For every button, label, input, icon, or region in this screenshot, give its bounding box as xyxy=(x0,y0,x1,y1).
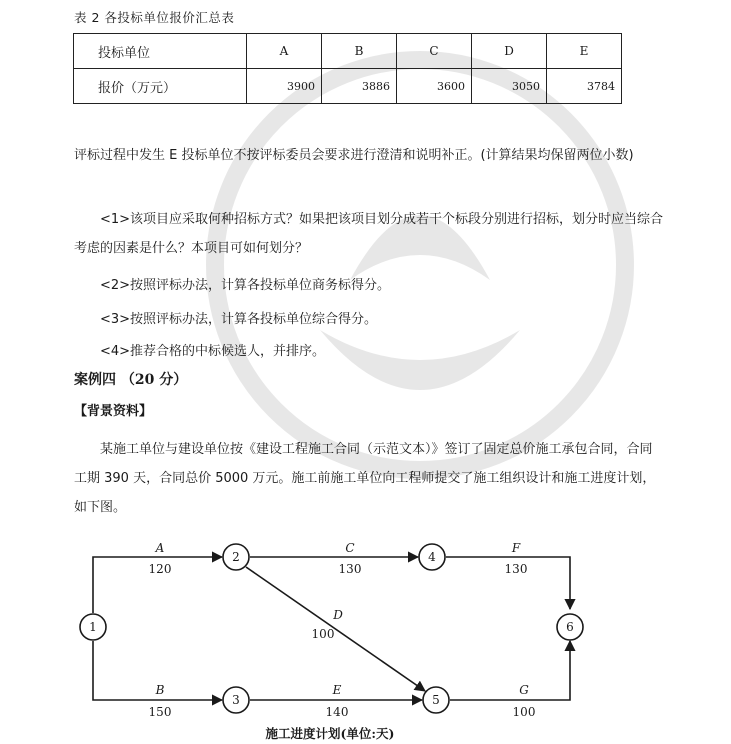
question-3: <3>按照评标办法，计算各投标单位综合得分。 xyxy=(100,312,378,327)
node-4-label: 4 xyxy=(428,550,436,564)
column-e-cell: E xyxy=(547,34,622,69)
column-a-cell: A xyxy=(247,34,322,69)
question-2: <2>按照评标办法，计算各投标单位商务标得分。 xyxy=(100,278,391,293)
table-row xyxy=(74,69,622,104)
activity-f-name: F xyxy=(511,541,521,555)
row-label-cell: 报价（万元） xyxy=(74,69,247,104)
activity-d-name: D xyxy=(333,608,343,622)
bid-summary-table xyxy=(73,33,622,104)
value-c-cell: 3600 xyxy=(397,69,472,104)
value-b-cell: 3886 xyxy=(322,69,397,104)
activity-f-duration: 130 xyxy=(504,562,528,576)
activity-b-name: B xyxy=(155,683,165,697)
activity-g-name: G xyxy=(519,683,529,697)
activity-d-arrow xyxy=(246,567,425,691)
case-heading: 案例四 （20 分） xyxy=(74,372,188,388)
table-caption: 表 2 各投标单位报价汇总表 xyxy=(74,10,235,25)
activity-g-duration: 100 xyxy=(512,705,536,719)
value-a-cell: 3900 xyxy=(247,69,322,104)
node-2-label: 2 xyxy=(232,550,240,564)
column-d-cell: D xyxy=(472,34,547,69)
activity-c-name: C xyxy=(345,541,355,555)
node-5-label: 5 xyxy=(432,693,440,707)
question-4: <4>推荐合格的中标候选人，并排序。 xyxy=(100,344,326,359)
value-d-cell: 3050 xyxy=(472,69,547,104)
activity-e-duration: 140 xyxy=(325,705,349,719)
activity-c-duration: 130 xyxy=(338,562,362,576)
header-label-cell: 投标单位 xyxy=(74,34,247,69)
intro-paragraph: 评标过程中发生 E 投标单位不按评标委员会要求进行澄清和说明补正。(计算结果均保留两位小数) xyxy=(74,148,634,163)
diagram-caption: 施工进度计划(单位:天) xyxy=(265,726,395,741)
node-6-label: 6 xyxy=(566,620,574,634)
activity-b-duration: 150 xyxy=(148,705,172,719)
question-1: <1>该项目应采取何种招标方式？如果把该项目划分成若干个标段分别进行招标，划分时应当综合考虑的因素是什么？本项目可如何划分？ xyxy=(74,212,664,256)
column-b-cell: B xyxy=(322,34,397,69)
node-1-label: 1 xyxy=(89,620,97,634)
schedule-network-diagram xyxy=(60,533,600,744)
activity-d-duration: 100 xyxy=(311,627,335,641)
activity-a-name: A xyxy=(155,541,165,555)
background-heading: 【背景资料】 xyxy=(74,404,153,419)
node-3-label: 3 xyxy=(232,693,240,707)
column-c-cell: C xyxy=(397,34,472,69)
background-paragraph: 某施工单位与建设单位按《建设工程施工合同（示范文本）》签订了固定总价施工承包合同，合同工期 390 天，合同总价 5000 万元。施工前施工单位向工程师提交了施工组织设计和施工进度计划，如下图。 xyxy=(74,442,656,515)
activity-a-duration: 120 xyxy=(148,562,172,576)
activity-e-name: E xyxy=(332,683,342,697)
value-e-cell: 3784 xyxy=(547,69,622,104)
activity-g-arrow xyxy=(450,641,570,700)
table-header-row xyxy=(74,34,622,69)
